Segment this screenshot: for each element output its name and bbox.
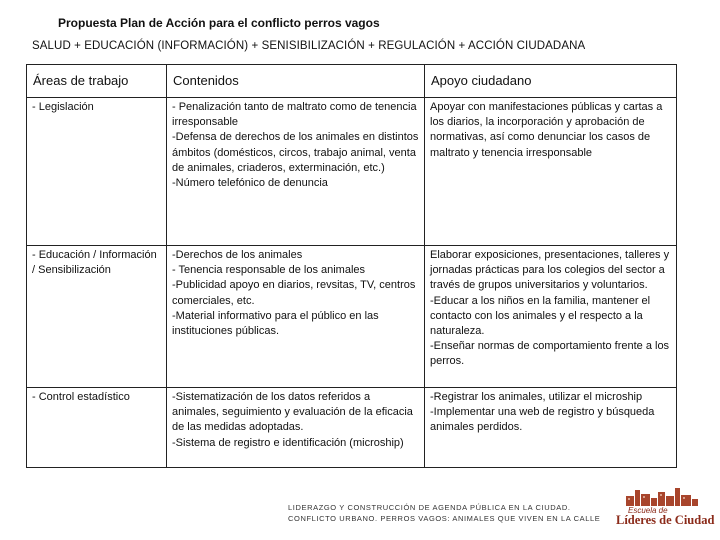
header-contenidos: Contenidos: [167, 65, 425, 98]
cell-area: - Legislación: [27, 98, 167, 246]
content-line: -Sistematización de los datos referidos a animales, seguimiento y evaluación de la eficacia de las medidas adoptadas.: [172, 391, 413, 434]
support-line: Apoyar con manifestaciones públicas y cartas a los diarios, la incorporación y aprobación de normativas, así como denunciar los casos de maltrato y tenencia irresponsable: [430, 101, 663, 159]
content-line: -Publicidad apoyo en diarios, revsitas, TV, centros comerciales, etc.: [172, 279, 416, 307]
cell-contenidos: [167, 98, 425, 246]
table-row: [27, 246, 677, 388]
footer-line-2: CONFLICTO URBANO. PERROS VAGOS: ANIMALES QUE VIVEN EN LA CALLE: [288, 514, 601, 524]
action-plan-table: [26, 64, 677, 468]
cell-apoyo: [425, 246, 677, 388]
document-subtitle: SALUD + EDUCACIÓN (INFORMACIÓN) + SENISIBILIZACIÓN + REGULACIÓN + ACCIÓN CIUDADANA: [32, 40, 586, 52]
cell-apoyo: [425, 98, 677, 246]
support-line: Elaborar exposiciones, presentaciones, talleres y jornadas prácticas para los colegios del sector a través de grupos universitarios y voluntarios.: [430, 249, 670, 292]
header-apoyo: Apoyo ciudadano: [425, 65, 677, 98]
support-line: -Educar a los niños en la familia, mantener el contacto con los animales y el respecto a la naturaleza.: [430, 294, 651, 337]
cell-apoyo: [425, 388, 677, 468]
footer-text: [288, 502, 600, 525]
logo-big-text: Líderes de Ciudad: [616, 513, 715, 527]
support-line: -Enseñar normas de comportamiento frente a los perros.: [430, 340, 670, 368]
cell-area: - Educación / Información / Sensibilización: [27, 246, 167, 388]
logo-small-text: Escuela de: [628, 506, 668, 515]
cell-contenidos: [167, 246, 425, 388]
content-line: - Tenencia responsable de los animales: [172, 264, 366, 277]
content-line: -Número telefónico de denuncia: [172, 176, 328, 189]
cell-contenidos: [167, 388, 425, 468]
support-line: -Implementar una web de registro y búsqueda animales perdidos.: [430, 406, 655, 434]
footer-line-1: LIDERAZGO Y CONSTRUCCIÓN DE AGENDA PÚBLICA EN LA CIUDAD.: [288, 503, 571, 512]
support-line: -Registrar los animales, utilizar el microship: [430, 391, 643, 403]
content-line: -Material informativo para el público en las instituciones públicas.: [172, 309, 379, 337]
table-header-row: [27, 65, 677, 98]
content-line: -Sistema de registro e identificación (microship): [172, 436, 404, 449]
cell-area: - Control estadístico: [27, 388, 167, 468]
header-areas: Áreas de trabajo: [27, 65, 167, 98]
document-title: Propuesta Plan de Acción para el conflicto perros vagos: [58, 16, 380, 30]
table-row: [27, 388, 677, 468]
content-line: -Defensa de derechos de los animales en distintos ámbitos (domésticos, circos, trabajo animal, venta de animales, criaderos, exterminación, etc.): [172, 131, 419, 174]
content-line: -Derechos de los animales: [172, 249, 303, 261]
content-line: - Penalización tanto de maltrato como de tenencia irresponsable: [172, 101, 417, 129]
table-row: [27, 98, 677, 246]
